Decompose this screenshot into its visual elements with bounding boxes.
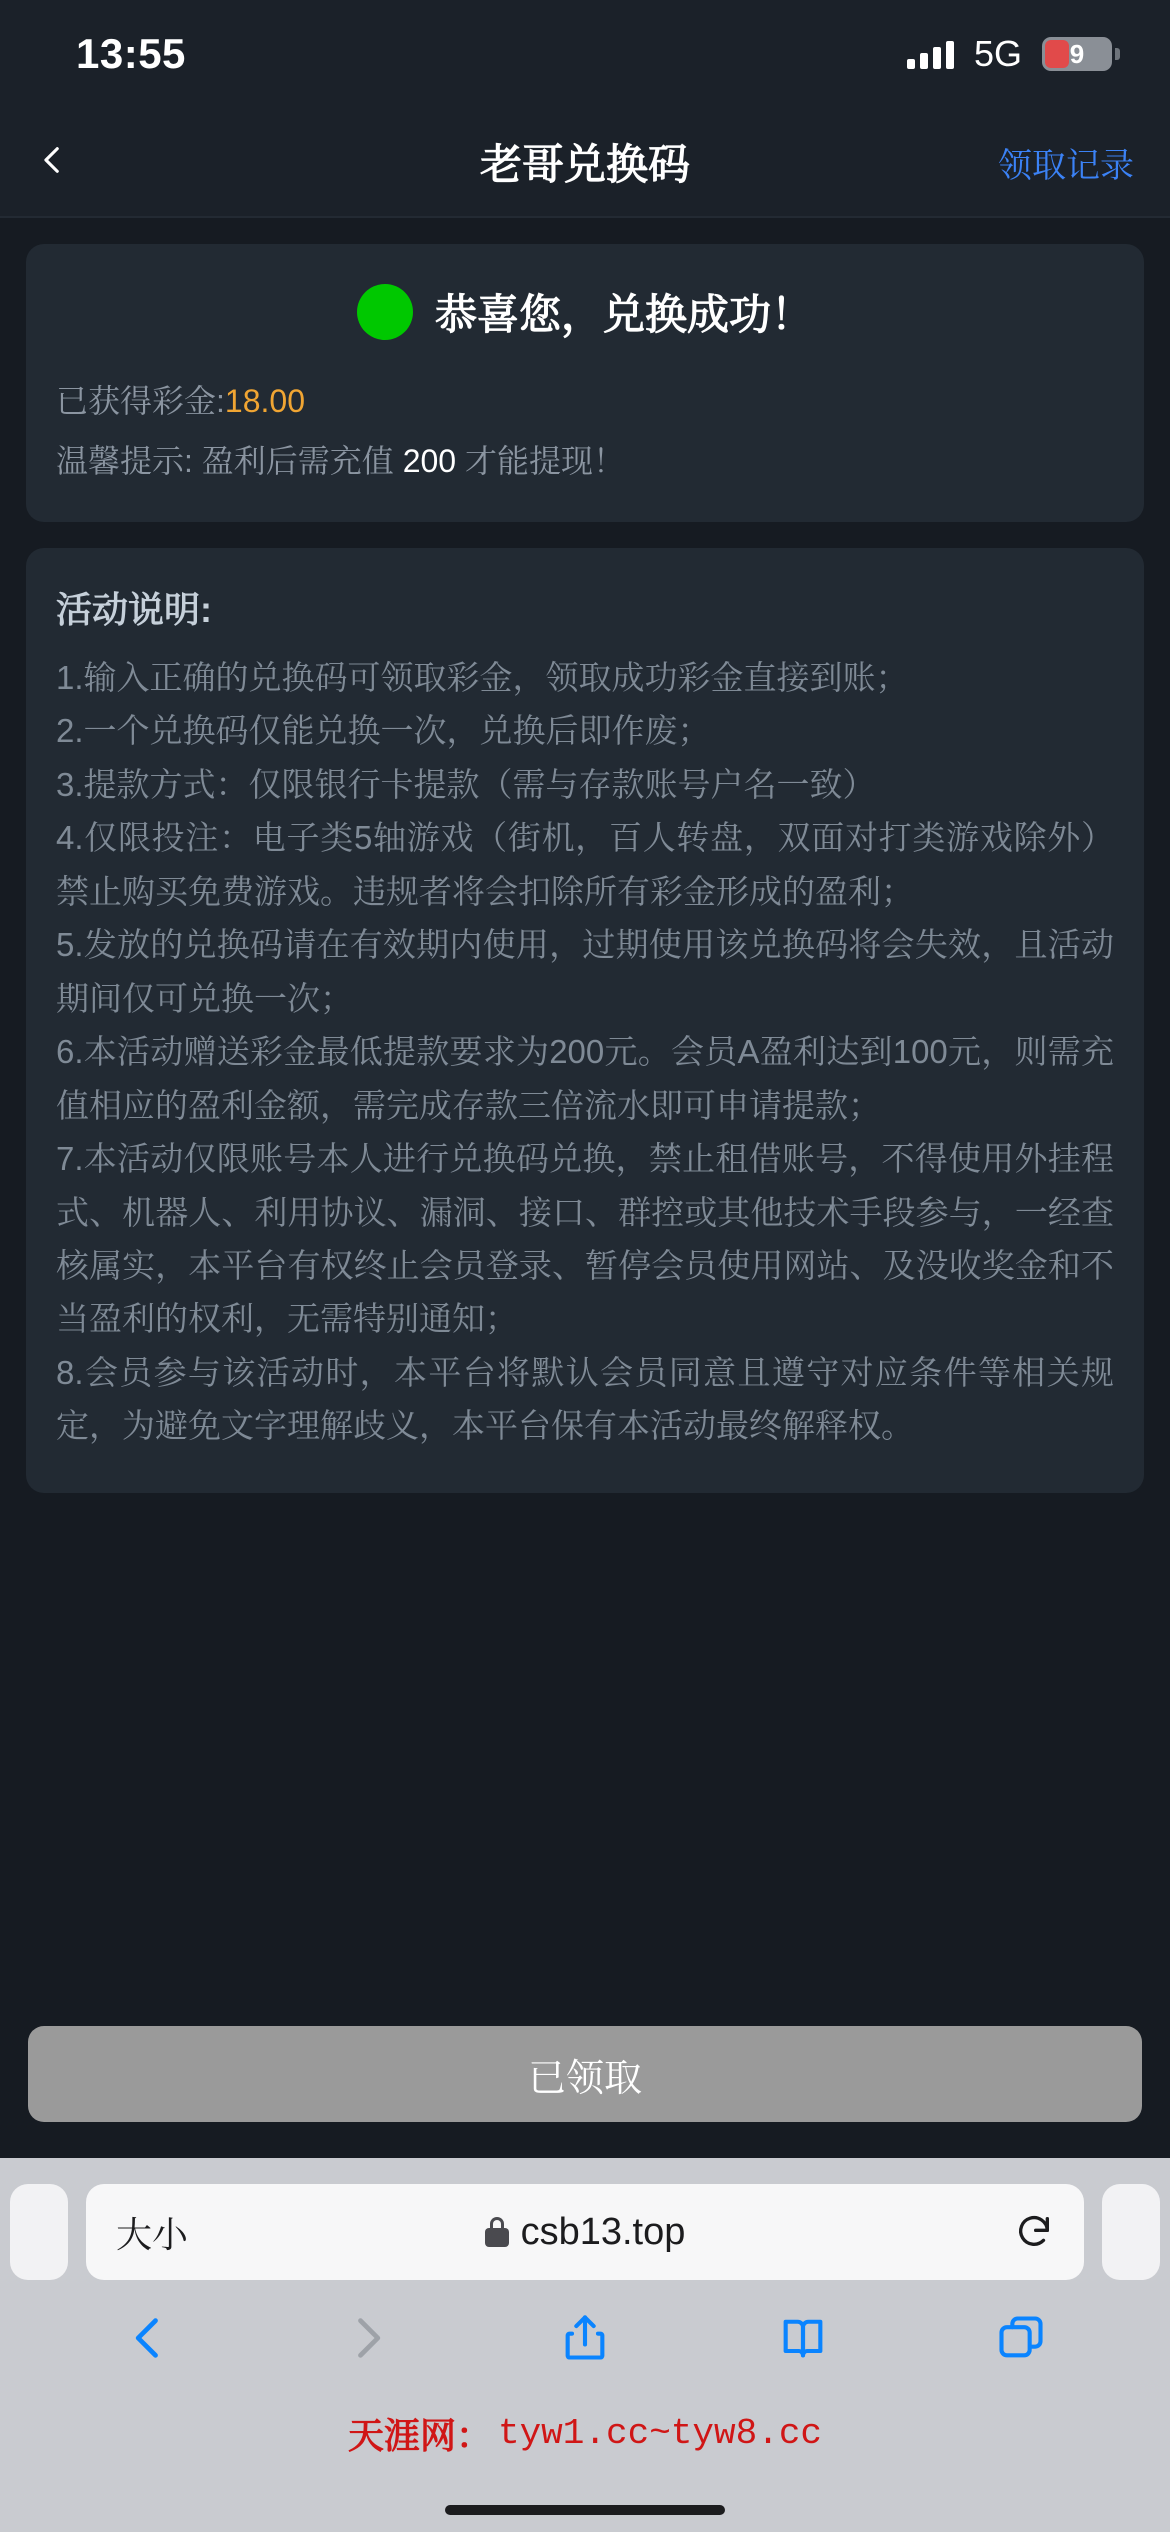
rule-item: 2.一个兑换码仅能兑换一次，兑换后即作废； [56, 712, 711, 750]
battery-icon [1042, 37, 1112, 71]
page-content [0, 218, 1170, 2008]
bonus-amount-row [56, 376, 1114, 422]
status-time: 13:55 [76, 30, 186, 77]
network-type-label: 5G [973, 33, 1022, 74]
next-tab-chip[interactable] [1102, 2184, 1160, 2280]
tip-suffix: 才能提现！ [464, 443, 625, 479]
rule-item: 3.提款方式：仅限银行卡提款（需与存款账号户名一致） [56, 765, 876, 803]
bonus-amount-label: 已获得彩金: [56, 383, 225, 419]
book-icon [777, 2310, 829, 2371]
home-indicator[interactable] [445, 2505, 725, 2515]
url-text: csb13.top [520, 2210, 686, 2253]
bookmarks-button[interactable] [758, 2295, 848, 2385]
success-dot-icon [357, 284, 413, 340]
tip-prefix: 温馨提示: 盈利后需充值 [56, 443, 394, 479]
rule-item: 7.本活动仅限账号本人进行兑换码兑换，禁止租借账号，不得使用外挂程式、机器人、利用协议、漏洞、接口、群控或其他技术手段参与，一经查核属实，本平台有权终止会员登录、暂停会员使用网站、及没收奖金和不当盈利的权利，无需特别通知； [56, 1140, 1114, 1338]
browser-forward-button[interactable] [322, 2295, 412, 2385]
address-bar[interactable] [86, 2184, 1084, 2280]
claimed-button[interactable]: 已领取 [28, 2026, 1142, 2122]
watermark-cn: 天涯网： [347, 2414, 492, 2456]
reload-button[interactable] [1014, 2212, 1054, 2252]
watermark [0, 2400, 1170, 2466]
share-button[interactable] [540, 2295, 630, 2385]
watermark-en: tyw1.cc~tyw8.cc [497, 2412, 823, 2454]
rule-item: 4.仅限投注：电子类5轴游戏（街机，百人转盘，双面对打类游戏除外）禁止购买免费游戏。违规者将会扣除所有彩金形成的盈利； [56, 819, 1114, 910]
rule-item: 5.发放的兑换码请在有效期内使用，过期使用该兑换码将会失效，且活动期间仅可兑换一次； [56, 926, 1114, 1017]
url-center-group [86, 2211, 1084, 2254]
signal-bars-icon [907, 39, 954, 69]
activity-rules-card [26, 548, 1144, 1493]
rules-list [56, 651, 1114, 1453]
redeem-result-card [26, 244, 1144, 522]
tabs-icon [995, 2310, 1047, 2371]
rule-item: 8.会员参与该活动时，本平台将默认会员同意且遵守对应条件等相关规定，为避免文字理解歧义，本平台保有本活动最终解释权。 [56, 1353, 1114, 1445]
action-bar [0, 2008, 1170, 2158]
claim-records-link[interactable]: 领取记录 [998, 146, 1134, 185]
battery-level-label: 9 [1069, 38, 1085, 69]
status-bar [0, 0, 1170, 108]
withdraw-tip-row [56, 436, 1114, 482]
chevron-right-icon [341, 2310, 393, 2371]
share-icon [559, 2310, 611, 2371]
rule-item: 1.输入正确的兑换码可领取彩金，领取成功彩金直接到账； [56, 659, 909, 696]
home-indicator-area [0, 2488, 1170, 2532]
success-row [56, 282, 1114, 342]
tabs-button[interactable] [976, 2295, 1066, 2385]
previous-tab-chip[interactable] [10, 2184, 68, 2280]
page-title: 老哥兑换码 [479, 141, 690, 188]
url-row [0, 2184, 1170, 2280]
page-zoom-label[interactable]: 大小 [116, 2213, 189, 2255]
browser-back-button[interactable] [104, 2295, 194, 2385]
bonus-amount-value: 18.00 [224, 383, 305, 419]
chevron-left-icon [123, 2310, 175, 2371]
browser-bottom-bar [0, 2158, 1170, 2488]
reload-icon [1014, 2212, 1054, 2252]
tip-amount: 200 [402, 443, 457, 479]
browser-toolbar [0, 2280, 1170, 2400]
success-headline: 恭喜您，兑换成功！ [434, 291, 813, 338]
nav-bar [0, 108, 1170, 218]
lock-icon [485, 2217, 509, 2247]
back-button[interactable] [36, 127, 106, 197]
rules-title: 活动说明: [56, 589, 212, 630]
status-right-group [907, 33, 1112, 75]
rule-item: 6.本活动赠送彩金最低提款要求为200元。会员A盈利达到100元，则需充值相应的盈利金额，需完成存款三倍流水即可申请提款； [56, 1033, 1114, 1124]
chevron-left-icon [36, 143, 70, 182]
